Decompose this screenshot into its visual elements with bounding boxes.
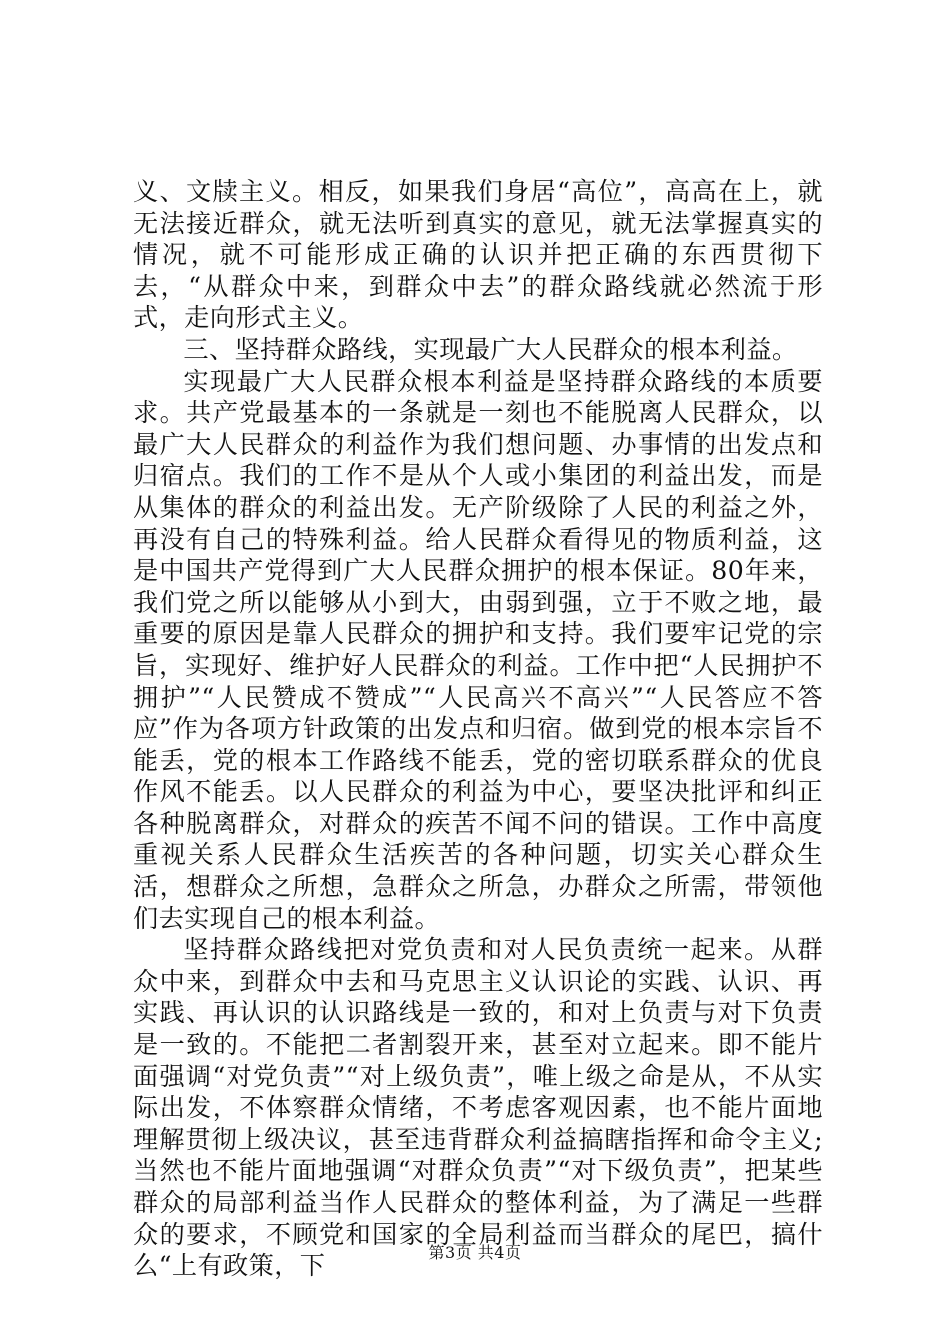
paragraph-responsibility-unity: 坚持群众路线把对党负责和对人民负责统一起来。从群众中来，到群众中去和马克思主义认识论的实践、认识、再实践、再认识的认识路线是一致的，和对上负责与对下负责是一致的。不能把二者割裂开来，甚至对立起来。即不能片面强调“对党负责”“对上级负责”，唯上级之命是从，不从实际出发，不体察群众情绪，不考虑客观因素，也不能片面地理解贯彻上级决议，甚至违背群众利益搞瞎指挥和命令主义;当然也不能片面地强调“对群众负责”“对下级负责”，把某些群众的局部利益当作人民群众的整体利益，为了满足一些群众的要求，不顾党和国家的全局利益而当群众的尾巴，搞什么“上有政策，下 (133, 935, 823, 1281)
page-footer (0, 1243, 950, 1263)
page-number-label: 第3页 共4页 (428, 1243, 522, 1262)
document-body (133, 176, 823, 1282)
section-heading-three: 三、坚持群众路线，实现最广大人民群众的根本利益。 (183, 334, 798, 364)
paragraph-fundamental-interests: 实现最广大人民群众根本利益是坚持群众路线的本质要求。共产党最基本的一条就是一刻也不能脱离人民群众，以最广大人民群众的利益作为我们想问题、办事情的出发点和归宿点。我们的工作不是从个人或小集团的利益出发，而是从集体的群众的利益出发。无产阶级除了人民的利益之外，再没有自己的特殊利益。给人民群众看得见的物质利益，这是中国共产党得到广大人民群众拥护的根本保证。80年来，我们党之所以能够从小到大，由弱到强，立于不败之地，最重要的原因是靠人民群众的拥护和支持。我们要牢记党的宗旨，实现好、维护好人民群众的利益。工作中把“人民拥护不拥护”“人民赞成不赞成”“人民高兴不高兴”“人民答应不答应”作为各项方针政策的出发点和归宿。做到党的根本宗旨不能丢，党的根本工作路线不能丢，党的密切联系群众的优良作风不能丢。以人民群众的利益为中心，要坚决批评和纠正各种脱离群众，对群众的疾苦不闻不问的错误。工作中高度重视关系人民群众生活疾苦的各种问题，切实关心群众生活，想群众之所想，急群众之所急，办群众之所需，带领他们去实现自己的根本利益。 (133, 366, 823, 933)
paragraph-continuation: 义、文牍主义。相反，如果我们身居“高位”，高高在上，就无法接近群众，就无法听到真实的意见，就无法掌握真实的情况，就不可能形成正确的认识并把正确的东西贯彻下去，“从群众中来，到群众中去”的群众路线就必然流于形式，走向形式主义。 (133, 177, 823, 333)
